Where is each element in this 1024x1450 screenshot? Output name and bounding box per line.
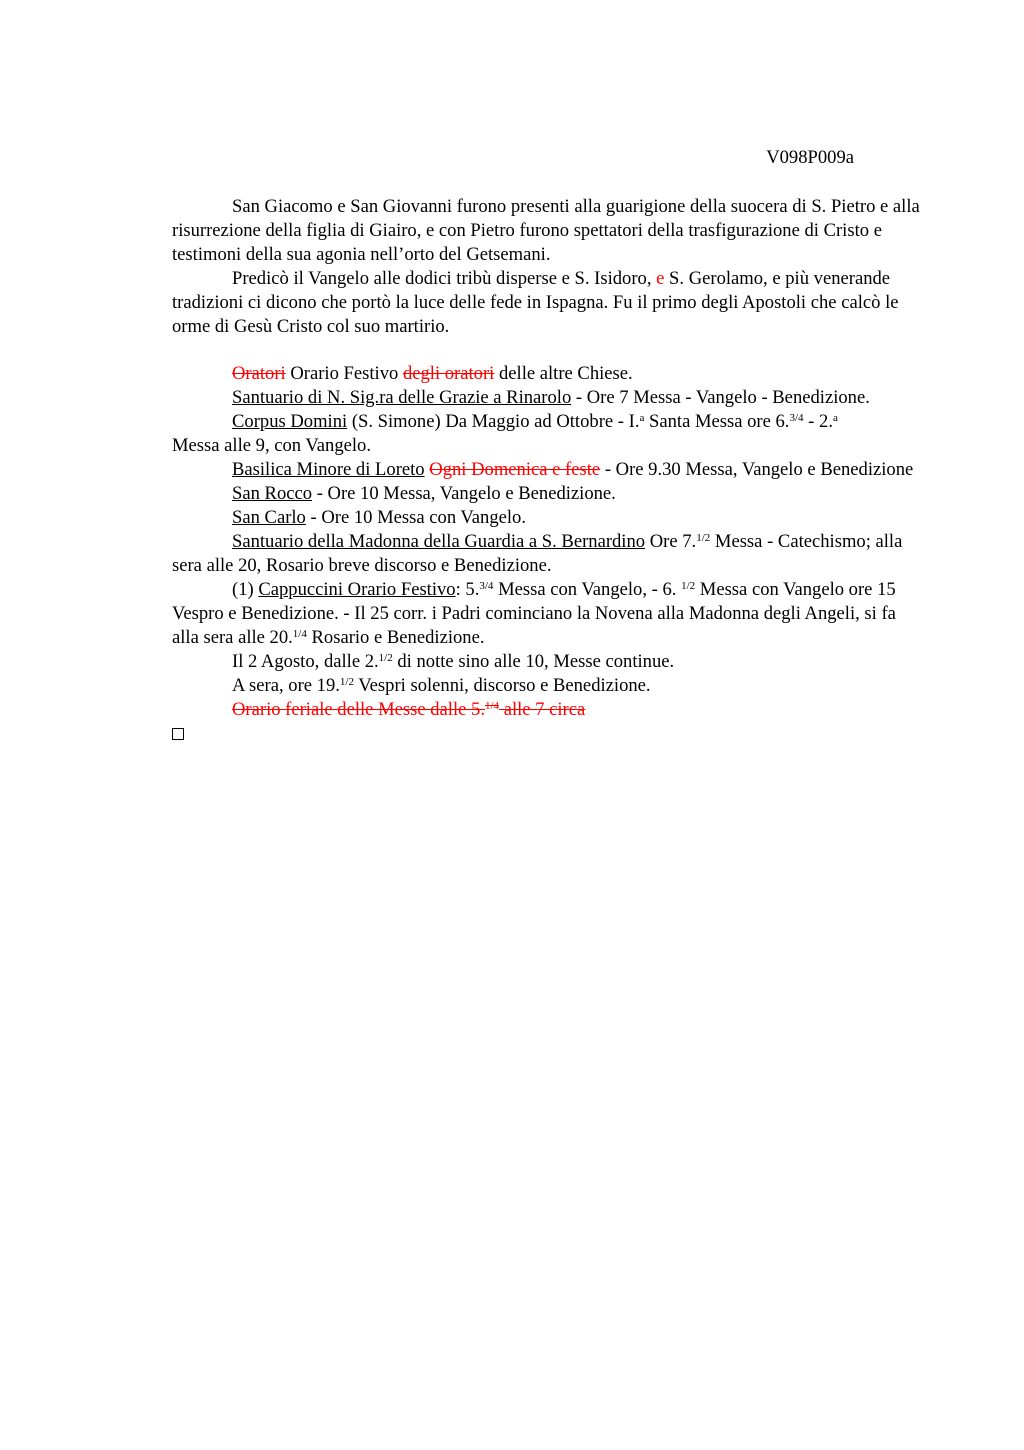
- text-run: (S. Simone) Da Maggio ad Ottobre - I.: [347, 411, 640, 432]
- entry-vespri: [172, 674, 922, 698]
- text-run: (1): [232, 579, 259, 600]
- text-run: Messa - Catechismo; alla sera alle 20, Rosario breve discorso e Benedizione.: [172, 531, 903, 576]
- entry-san-rocco: [172, 482, 922, 506]
- text-run: Santa Messa ore 6.: [644, 411, 790, 432]
- paragraph-gap: [172, 339, 922, 362]
- church-name: San Rocco: [232, 483, 313, 504]
- page-identifier: V098P009a: [766, 147, 854, 168]
- text-run: - Ore 9.30 Messa, Vangelo e Benedizione: [600, 459, 914, 480]
- church-name: Basilica Minore di Loreto: [232, 459, 425, 480]
- entry-cappuccini: [172, 578, 922, 650]
- text-run: Orario Festivo: [285, 363, 403, 384]
- text-run: : 5.: [455, 579, 480, 600]
- deleted-text: Oratori: [232, 363, 286, 384]
- church-name: Santuario di N. Sig.ra delle Grazie a Rinarolo: [232, 387, 572, 408]
- deleted-superscript: 1/4: [484, 699, 500, 712]
- text-run: Rosario e Benedizione.: [306, 627, 485, 648]
- paragraph-schedule-heading: [172, 362, 922, 386]
- text-run: - Ore 10 Messa, Vangelo e Benedizione.: [312, 483, 616, 504]
- text-run: di notte sino alle 10, Messe continue.: [392, 651, 675, 672]
- text-run: Messa con Vangelo, - 6.: [493, 579, 682, 600]
- end-marker: [172, 722, 922, 747]
- superscript: 1/2: [696, 531, 711, 544]
- church-name: Cappuccini Orario Festivo: [258, 579, 456, 600]
- superscript: 3/4: [479, 579, 494, 592]
- text-run: Ore 7.: [645, 531, 697, 552]
- text-run: Messa con Vangelo ore 15 Vespro e Benedizione. - Il 25 corr. i Padri cominciano la Novena alla Madonna degli Angeli, si fa alla sera alle 20.: [172, 579, 896, 648]
- church-name: Corpus Domini: [232, 411, 348, 432]
- deleted-text: alle 7 circa: [499, 699, 586, 720]
- entry-orario-feriale: [172, 698, 922, 722]
- superscript: 1/2: [681, 579, 696, 592]
- paragraph-preaching: [172, 267, 922, 339]
- deleted-text: Ogni Domenica e feste: [429, 459, 601, 480]
- deleted-text: degli oratori: [402, 363, 495, 384]
- entry-madonna-guardia: [172, 530, 922, 578]
- entry-san-carlo: [172, 506, 922, 530]
- entry-basilica-loreto: [172, 458, 922, 482]
- text-run: Predicò il Vangelo alle dodici tribù disperse e S. Isidoro,: [232, 268, 657, 289]
- text-run: Vespri solenni, discorso e Benedizione.: [353, 675, 651, 696]
- checkbox-icon: [172, 728, 184, 740]
- superscript: 1/2: [339, 675, 354, 688]
- text-run: - Ore 10 Messa con Vangelo.: [305, 507, 527, 528]
- text-run: Messa alle 9, con Vangelo.: [172, 435, 371, 456]
- superscript: a: [832, 411, 838, 424]
- text-run: - Ore 7 Messa - Vangelo - Benedizione.: [571, 387, 870, 408]
- entry-corpus-domini: [172, 410, 922, 458]
- superscript: 1/4: [292, 627, 307, 640]
- text-run: S. Gerolamo, e più venerande tradizioni ci dicono che portò la luce delle fede in Ispagna. Fu il primo degli Apostoli che calcò le orme di Gesù Cristo col suo martirio.: [172, 268, 899, 337]
- superscript: 1/2: [378, 651, 393, 664]
- superscript: 3/4: [789, 411, 804, 424]
- entry-santuario-grazie: [172, 386, 922, 410]
- entry-2-agosto: [172, 650, 922, 674]
- text-run: A sera, ore 19.: [232, 675, 340, 696]
- inserted-e: e: [656, 268, 665, 289]
- church-name: San Carlo: [232, 507, 306, 528]
- document-page: [172, 146, 922, 747]
- text-run: - 2.: [803, 411, 833, 432]
- text-run: delle altre Chiese.: [494, 363, 633, 384]
- church-name: Santuario della Madonna della Guardia a S. Bernardino: [232, 531, 646, 552]
- paragraph-apostles: San Giacomo e San Giovanni furono presenti alla guarigione della suocera di S. Pietro e alla risurrezione della figlia di Giairo, e con Pietro furono spettatori della trasfigurazione di Cristo e testimoni della sua agonia nell’orto del Getsemani.: [172, 196, 920, 265]
- text-run: Il 2 Agosto, dalle 2.: [232, 651, 379, 672]
- deleted-text: delle Messe dalle 5.: [332, 699, 485, 720]
- deleted-underlined-text: Orario feriale: [232, 699, 333, 720]
- superscript: a: [639, 411, 645, 424]
